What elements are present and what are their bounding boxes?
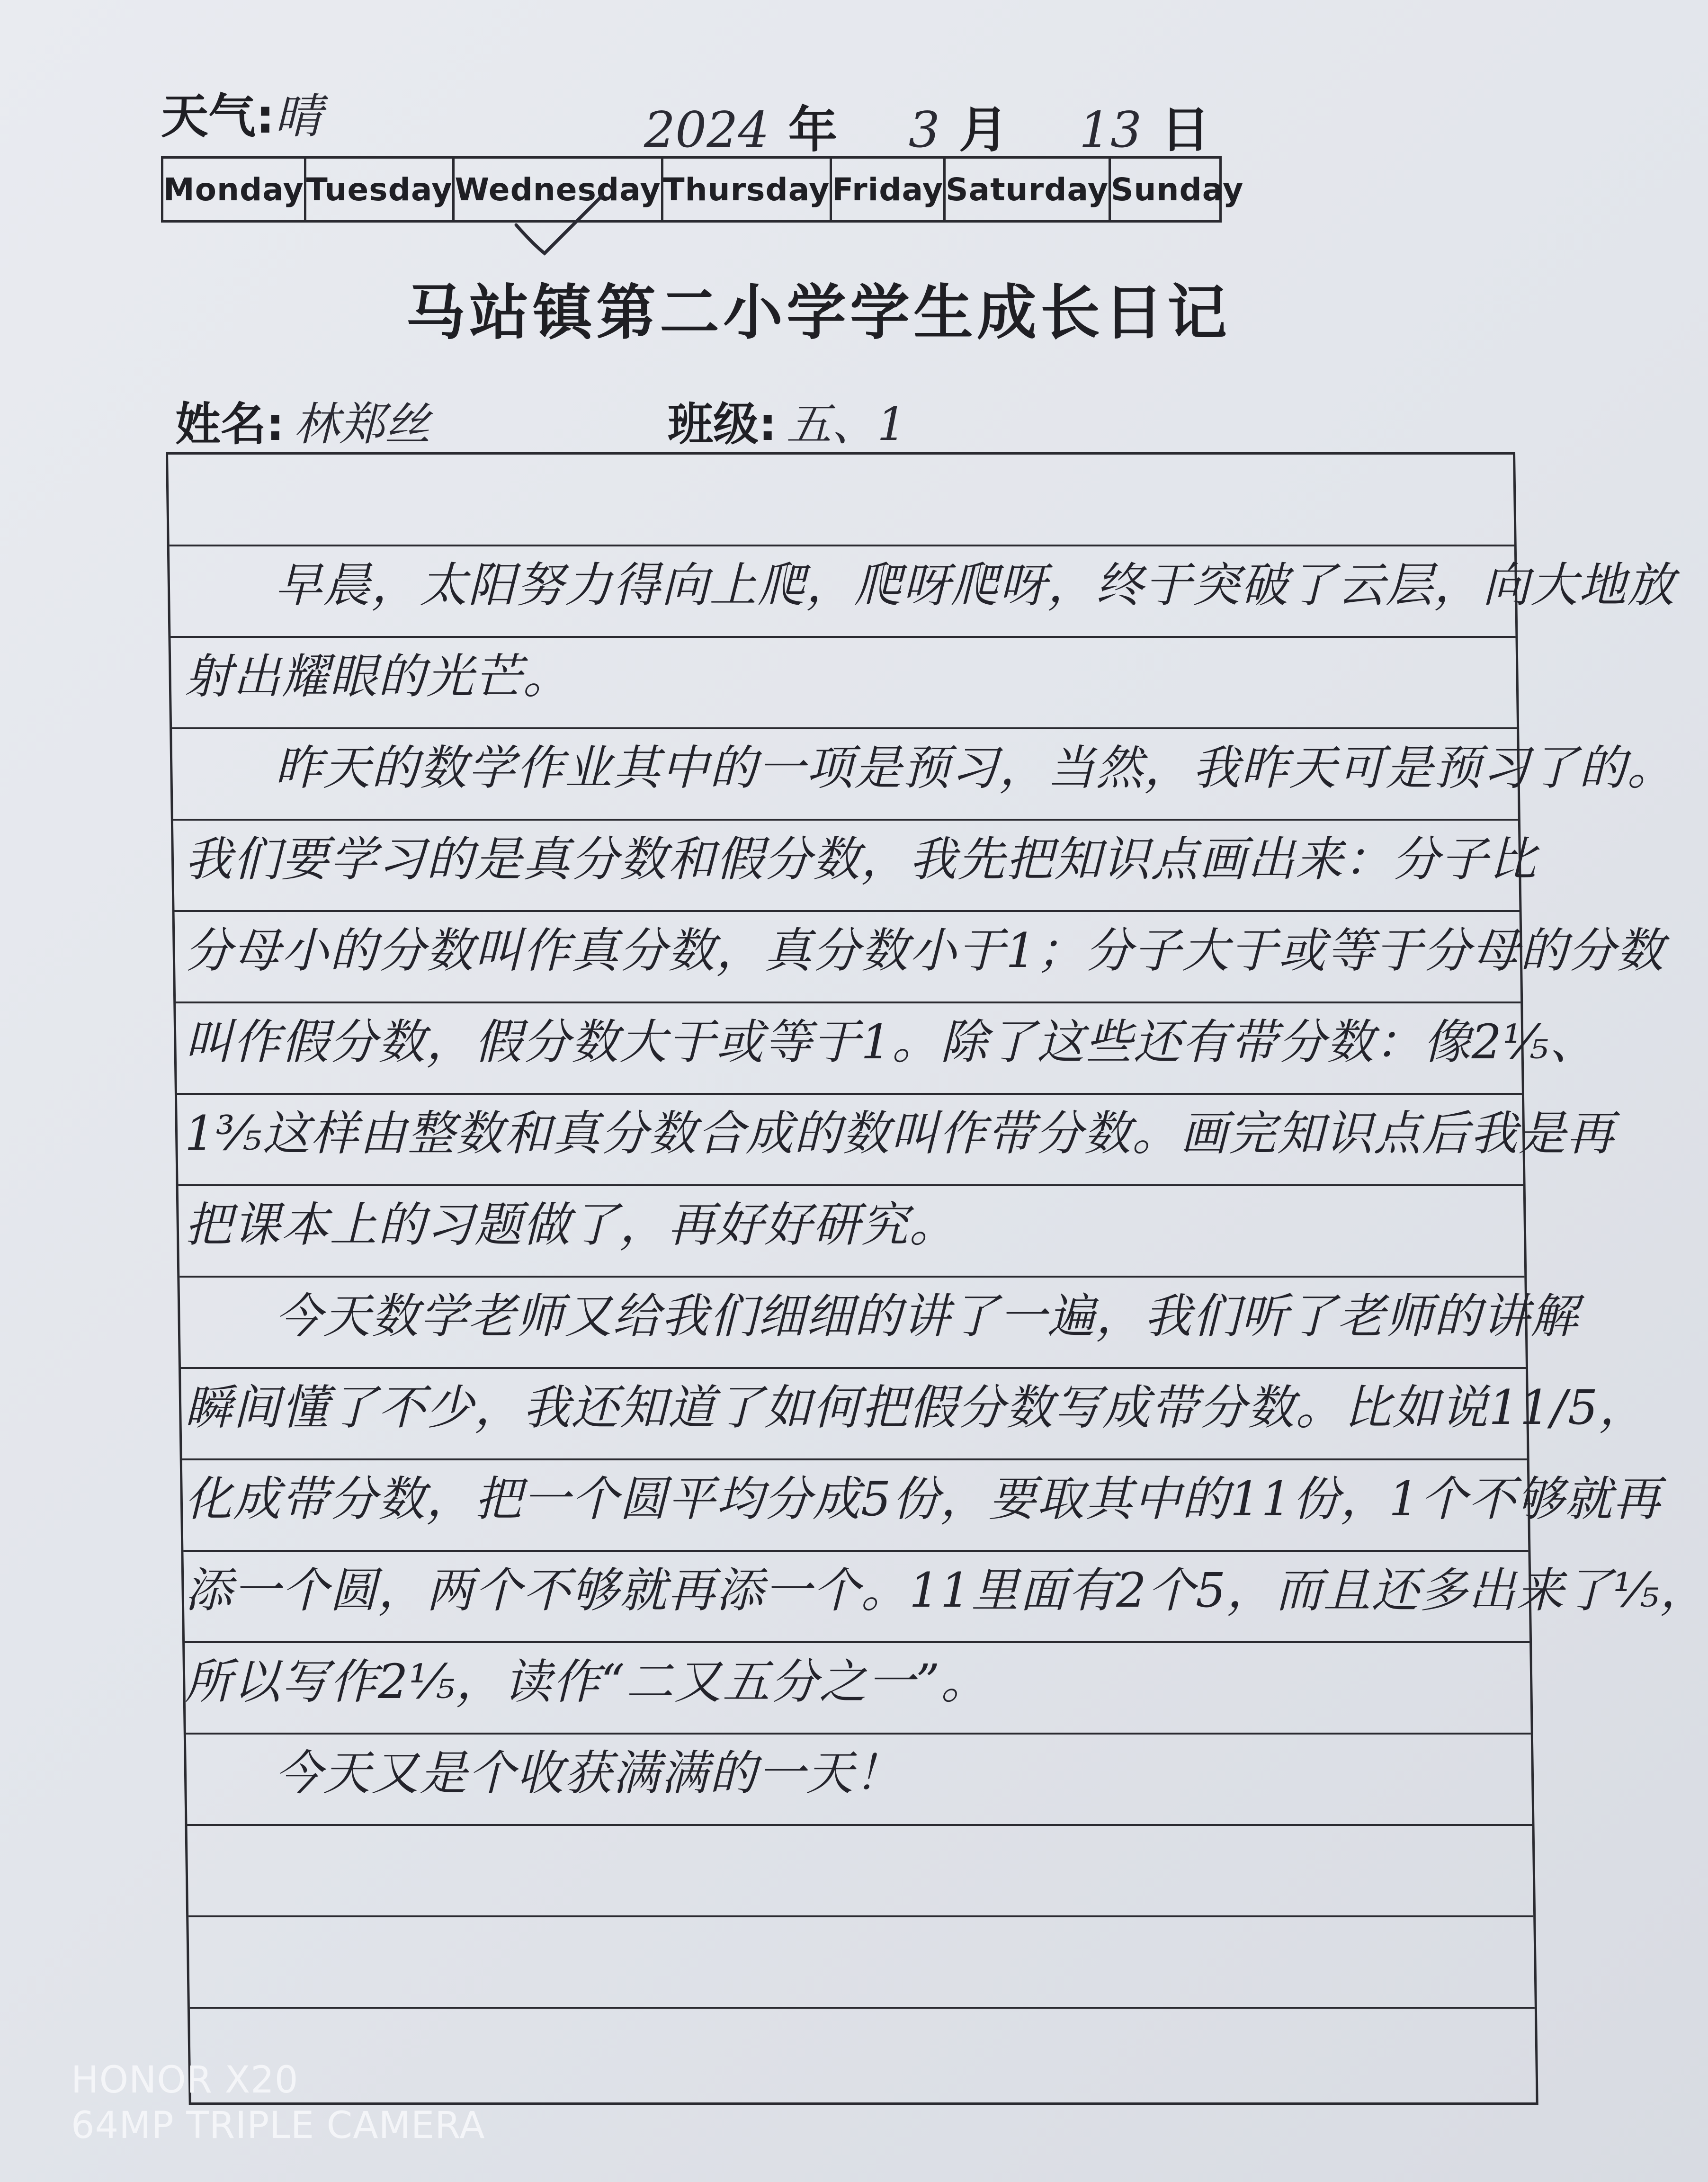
weekday-thursday: Thursday — [663, 159, 832, 220]
weather-field — [161, 78, 322, 146]
diary-line: 1⅗这样由整数和真分数合成的数叫作带分数。画完知识点后我是再 — [185, 1106, 1615, 1161]
diary-line: 今天数学老师又给我们细细的讲了一遍，我们听了老师的讲解 — [275, 1288, 1579, 1344]
diary-line: 早晨，太阳努力得向上爬，爬呀爬呀，终于突破了云层，向大地放 — [275, 557, 1675, 613]
ruled-line — [170, 545, 1514, 546]
watermark-model: HONOR X20 — [71, 2059, 299, 2102]
page-title: 马站镇第二小学学生成长日记 — [406, 278, 1231, 348]
diary-body — [185, 547, 1708, 1826]
weekday-monday: Monday — [163, 159, 306, 220]
weekday-tuesday: Tuesday — [306, 159, 455, 220]
weekday-sunday: Sunday — [1110, 171, 1244, 208]
date-day: 13 — [1079, 101, 1142, 159]
diary-line: 化成带分数，把一个圆平均分成5份，要取其中的11份，1个不够就再 — [185, 1471, 1662, 1527]
watermark-camera: 64MP TRIPLE CAMERA — [71, 2104, 485, 2147]
diary-line: 昨天的数学作业其中的一项是预习，当然，我昨天可是预习了的。 — [275, 740, 1675, 796]
weekday-saturday: Saturday — [946, 159, 1111, 220]
class-value: 五、1 — [786, 398, 906, 451]
diary-line: 今天又是个收获满满的一天！ — [275, 1745, 903, 1801]
student-class-field — [668, 388, 906, 453]
ruled-line — [190, 2007, 1535, 2009]
date-year-unit: 年 — [788, 101, 838, 159]
date-year: 2024 — [644, 101, 769, 159]
weather-label: 天气: — [161, 89, 275, 144]
name-value: 林郑丝 — [294, 398, 430, 451]
weekday-wednesday: Wednesday — [455, 159, 663, 220]
weekday-friday: Friday — [832, 159, 946, 220]
weekday-row — [161, 156, 1244, 223]
date-field — [644, 90, 1210, 161]
camera-watermark — [71, 2057, 485, 2148]
name-label: 姓名: — [175, 398, 285, 451]
diary-line: 把课本上的习题做了，再好好研究。 — [185, 1197, 957, 1252]
diary-line: 分母小的分数叫作真分数，真分数小于1；分子大于或等于分母的分数 — [185, 923, 1665, 978]
checkmark-icon — [511, 187, 606, 258]
class-label: 班级: — [668, 398, 777, 451]
diary-line: 瞬间懂了不少，我还知道了如何把假分数写成带分数。比如说11/5， — [185, 1380, 1647, 1435]
diary-line: 叫作假分数，假分数大于或等于1。除了这些还有带分数：像2⅕、 — [185, 1014, 1598, 1070]
diary-line: 射出耀眼的光芒。 — [185, 649, 571, 704]
ruled-line — [188, 1915, 1533, 1917]
student-name-field — [175, 388, 430, 453]
date-day-unit: 日 — [1161, 101, 1210, 159]
diary-line: 我们要学习的是真分数和假分数，我先把知识点画出来：分子比 — [185, 832, 1537, 887]
date-month-unit: 月 — [958, 101, 1008, 159]
weather-value: 晴 — [275, 89, 322, 144]
diary-line: 所以写作2⅕，读作“二又五分之一”。 — [185, 1654, 989, 1709]
date-month: 3 — [908, 101, 940, 159]
diary-line: 添一个圆，两个不够就再添一个。11里面有2个5，而且还多出来了⅕， — [185, 1563, 1708, 1618]
